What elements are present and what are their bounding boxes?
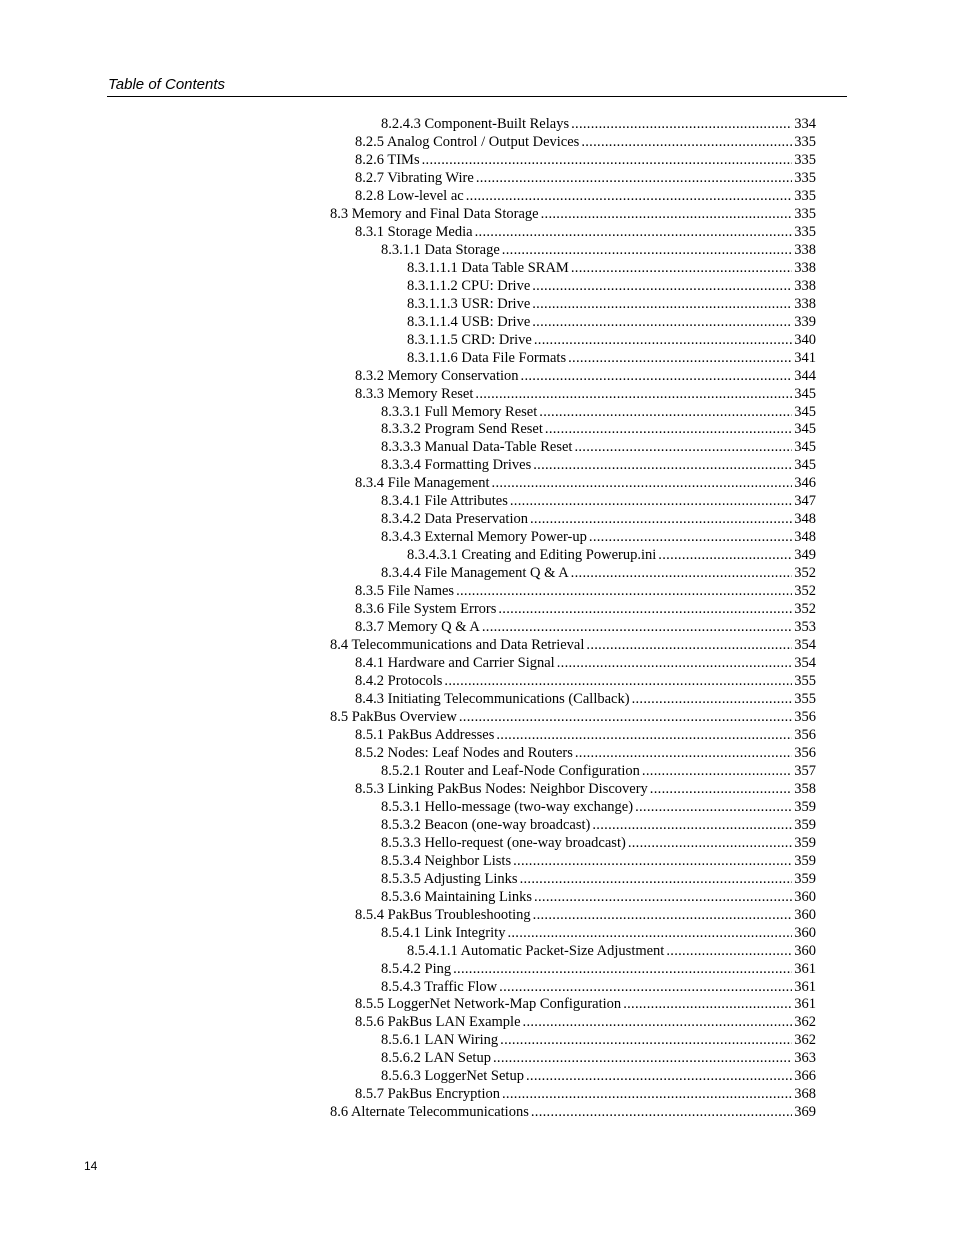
toc-entry[interactable] (330, 889, 816, 907)
toc-entry[interactable] (330, 709, 816, 727)
toc-entry-title: 8.3.2 Memory Conservation (355, 367, 519, 384)
toc-dot-leader (466, 188, 793, 206)
toc-entry[interactable] (330, 529, 816, 547)
toc-entry-title: 8.3.3.3 Manual Data-Table Reset (381, 439, 573, 456)
toc-entry[interactable] (330, 439, 816, 457)
toc-entry-title: 8.3 Memory and Final Data Storage (330, 205, 539, 222)
toc-entry[interactable] (330, 1050, 816, 1068)
toc-entry-title: 8.5.5 LoggerNet Network-Map Configuration (355, 996, 622, 1013)
toc-entry-title: 8.3.1.1.3 USR: Drive (407, 295, 531, 312)
toc-entry-title: 8.3.6 File System Errors (355, 601, 497, 618)
toc-entry-page: 360 (794, 888, 816, 905)
toc-entry-title: 8.4.3 Initiating Telecommunications (Callback) (355, 691, 630, 707)
toc-dot-leader (623, 996, 792, 1014)
toc-dot-leader (650, 781, 792, 799)
toc-entry-title: 8.4.1 Hardware and Carrier Signal (355, 655, 555, 672)
toc-entry[interactable] (330, 242, 816, 260)
toc-entry[interactable] (330, 1104, 816, 1122)
toc-entry-title: 8.3.4.3 External Memory Power-up (381, 529, 587, 546)
toc-entry-page: 356 (794, 744, 816, 761)
toc-dot-leader (571, 565, 793, 583)
toc-entry[interactable] (330, 404, 816, 422)
toc-dot-leader (628, 835, 792, 853)
toc-entry-title: 8.3.1.1 Data Storage (381, 241, 500, 258)
toc-entry-page: 338 (794, 277, 816, 294)
toc-entry-page: 355 (794, 673, 816, 690)
toc-entry-page: 334 (794, 116, 816, 132)
toc-dot-leader (523, 1014, 793, 1032)
toc-entry[interactable] (330, 134, 816, 152)
toc-entry-page: 345 (794, 421, 816, 438)
toc-entry-title: 8.5.3.1 Hello-message (two-way exchange) (381, 798, 634, 815)
toc-dot-leader (592, 817, 792, 835)
toc-entry[interactable] (330, 278, 816, 296)
toc-entry-title: 8.3.1.1.5 CRD: Drive (407, 331, 532, 348)
toc-dot-leader (476, 170, 792, 188)
toc-entry-title: 8.5 PakBus Overview (330, 708, 457, 725)
toc-dot-leader (581, 134, 792, 152)
toc-entry-title: 8.5.3.6 Maintaining Links (381, 888, 533, 905)
toc-entry-title: 8.3.1.1.2 CPU: Drive (407, 277, 531, 294)
toc-entry-page: 354 (794, 637, 816, 654)
toc-dot-leader (557, 655, 793, 673)
toc-entry[interactable] (330, 314, 816, 332)
toc-entry[interactable] (330, 601, 816, 619)
toc-entry-page: 349 (794, 547, 816, 564)
toc-entry-title: 8.3.7 Memory Q & A (355, 619, 480, 636)
toc-dot-leader (502, 242, 792, 260)
toc-dot-leader (541, 206, 793, 224)
toc-entry-title: 8.5.6.1 LAN Wiring (381, 1032, 499, 1049)
toc-entry-title: 8.3.3.2 Program Send Reset (381, 421, 543, 438)
toc-entry[interactable] (330, 1086, 816, 1104)
toc-entry[interactable] (330, 565, 816, 583)
toc-entry-page: 338 (794, 241, 816, 258)
toc-entry-title: 8.6 Alternate Telecommunications (330, 1104, 529, 1121)
toc-dot-leader (493, 1050, 792, 1068)
toc-entry[interactable] (330, 493, 816, 511)
toc-entry[interactable] (330, 206, 816, 224)
toc-dot-leader (492, 475, 793, 493)
toc-entry-page: 360 (794, 924, 816, 941)
toc-entry[interactable] (330, 763, 816, 781)
toc-entry-title: 8.4.2 Protocols (355, 673, 443, 690)
toc-entry-page: 335 (794, 133, 816, 150)
toc-entry[interactable] (330, 745, 816, 763)
toc-entry-title: 8.5.4 PakBus Troubleshooting (355, 906, 531, 923)
toc-dot-leader (510, 493, 792, 511)
toc-entry-title: 8.5.7 PakBus Encryption (355, 1086, 500, 1103)
toc-dot-leader (532, 296, 792, 314)
toc-entry[interactable] (330, 781, 816, 799)
toc-entry-page: 360 (794, 906, 816, 923)
toc-dot-leader (475, 386, 792, 404)
toc-entry-page: 339 (794, 313, 816, 330)
toc-entry[interactable] (330, 691, 816, 709)
toc-entry[interactable] (330, 224, 816, 242)
toc-dot-leader (658, 547, 792, 565)
toc-entry[interactable] (330, 943, 816, 961)
toc-entry-page: 347 (794, 493, 816, 510)
toc-dot-leader (635, 799, 792, 817)
toc-entry-title: 8.3.3.1 Full Memory Reset (381, 403, 538, 420)
toc-entry-title: 8.4 Telecommunications and Data Retrieval (330, 637, 585, 654)
toc-entry-page: 338 (794, 295, 816, 312)
toc-entry-title: 8.5.2.1 Router and Leaf-Node Configuration (381, 762, 640, 779)
toc-dot-leader (632, 691, 793, 709)
toc-entry[interactable] (330, 907, 816, 925)
toc-entry[interactable] (330, 979, 816, 997)
toc-entry[interactable] (330, 170, 816, 188)
toc-dot-leader (545, 421, 792, 439)
table-of-contents (330, 116, 816, 1122)
toc-dot-leader (526, 1068, 792, 1086)
toc-dot-leader (586, 637, 792, 655)
toc-dot-leader (532, 278, 792, 296)
toc-dot-leader (532, 314, 792, 332)
toc-entry-title: 8.5.3.4 Neighbor Lists (381, 852, 512, 869)
toc-dot-leader (502, 1086, 792, 1104)
toc-entry-page: 354 (794, 655, 816, 672)
toc-entry-page: 352 (794, 583, 816, 600)
toc-dot-leader (507, 925, 792, 943)
toc-entry-title: 8.3.5 File Names (355, 583, 455, 600)
toc-entry[interactable] (330, 332, 816, 350)
toc-entry-title: 8.2.7 Vibrating Wire (355, 169, 474, 186)
toc-entry-page: 359 (794, 816, 816, 833)
toc-dot-leader (520, 871, 793, 889)
toc-dot-leader (574, 439, 792, 457)
toc-entry[interactable] (330, 350, 816, 368)
toc-dot-leader (533, 457, 792, 475)
toc-entry[interactable] (330, 961, 816, 979)
toc-entry-title: 8.5.4.1 Link Integrity (381, 924, 506, 941)
toc-dot-leader (642, 763, 792, 781)
toc-entry-page: 363 (794, 1050, 816, 1067)
toc-entry-title: 8.3.4.2 Data Preservation (381, 511, 528, 528)
toc-dot-leader (530, 511, 792, 529)
toc-dot-leader (496, 727, 792, 745)
toc-entry-title: 8.5.6.3 LoggerNet Setup (381, 1068, 524, 1085)
toc-dot-leader (498, 601, 792, 619)
toc-entry-title: 8.5.4.1.1 Automatic Packet-Size Adjustment (407, 942, 665, 959)
toc-entry-page: 341 (794, 349, 816, 366)
toc-dot-leader (571, 260, 792, 278)
toc-entry-title: 8.3.4.3.1 Creating and Editing Powerup.ini (407, 547, 657, 564)
toc-entry-title: 8.2.4.3 Component-Built Relays (381, 116, 570, 132)
toc-dot-leader (568, 350, 792, 368)
toc-entry-title: 8.3.1.1.6 Data File Formats (407, 349, 567, 366)
toc-entry-page: 335 (794, 169, 816, 186)
toc-entry-page: 369 (794, 1104, 816, 1121)
toc-dot-leader (500, 1032, 792, 1050)
toc-entry[interactable] (330, 1068, 816, 1086)
toc-entry-title: 8.5.3.5 Adjusting Links (381, 870, 518, 887)
toc-entry-page: 362 (794, 1032, 816, 1049)
toc-entry-title: 8.5.6.2 LAN Setup (381, 1050, 491, 1067)
toc-entry-page: 335 (794, 151, 816, 168)
toc-entry-page: 345 (794, 439, 816, 456)
toc-entry-page: 340 (794, 331, 816, 348)
toc-dot-leader (444, 673, 792, 691)
toc-entry-page: 360 (794, 942, 816, 959)
toc-entry[interactable] (330, 475, 816, 493)
toc-entry-page: 335 (794, 187, 816, 204)
toc-entry-title: 8.5.4.2 Ping (381, 960, 452, 977)
toc-entry-page: 361 (794, 978, 816, 995)
toc-entry-title: 8.3.4.4 File Management Q & A (381, 565, 569, 582)
toc-entry-title: 8.3.1 Storage Media (355, 223, 473, 240)
toc-entry-title: 8.3.1.1.4 USB: Drive (407, 313, 531, 330)
toc-entry-title: 8.3.1.1.1 Data Table SRAM (407, 259, 569, 276)
toc-dot-leader (534, 889, 792, 907)
toc-entry-page: 366 (794, 1068, 816, 1085)
toc-entry-title: 8.5.4.3 Traffic Flow (381, 978, 498, 995)
toc-entry-title: 8.2.6 TIMs (355, 151, 420, 168)
toc-entry-title: 8.5.6 PakBus LAN Example (355, 1014, 521, 1031)
toc-entry[interactable] (330, 727, 816, 745)
toc-entry[interactable] (330, 1032, 816, 1050)
toc-entry-page: 338 (794, 259, 816, 276)
toc-entry-page: 361 (794, 996, 816, 1013)
toc-entry-page: 345 (794, 385, 816, 402)
toc-entry-page: 345 (794, 457, 816, 474)
toc-entry-page: 359 (794, 834, 816, 851)
toc-entry-page: 356 (794, 708, 816, 725)
toc-entry[interactable] (330, 583, 816, 601)
toc-entry[interactable] (330, 511, 816, 529)
toc-entry-page: 355 (794, 691, 816, 707)
toc-entry[interactable] (330, 296, 816, 314)
toc-entry[interactable] (330, 655, 816, 673)
toc-entry[interactable] (330, 799, 816, 817)
toc-dot-leader (521, 368, 793, 386)
toc-entry-page: 356 (794, 726, 816, 743)
toc-entry[interactable] (330, 637, 816, 655)
toc-entry-page: 335 (794, 205, 816, 222)
toc-entry[interactable] (330, 619, 816, 637)
toc-entry-page: 368 (794, 1086, 816, 1103)
toc-entry-title: 8.5.3 Linking PakBus Nodes: Neighbor Discovery (355, 780, 648, 797)
toc-dot-leader (459, 709, 792, 727)
toc-dot-leader (539, 404, 792, 422)
toc-entry[interactable] (330, 368, 816, 386)
toc-entry[interactable] (330, 386, 816, 404)
toc-entry-page: 345 (794, 403, 816, 420)
toc-dot-leader (513, 853, 792, 871)
toc-entry-page: 353 (794, 619, 816, 636)
toc-dot-leader (533, 907, 793, 925)
toc-entry[interactable] (330, 871, 816, 889)
toc-entry-page: 359 (794, 798, 816, 815)
toc-entry-title: 8.3.3.4 Formatting Drives (381, 457, 532, 474)
toc-entry[interactable] (330, 421, 816, 439)
toc-dot-leader (422, 152, 793, 170)
toc-dot-leader (531, 1104, 792, 1122)
toc-entry-title: 8.2.8 Low-level ac (355, 187, 464, 204)
toc-entry-title: 8.5.3.2 Beacon (one-way broadcast) (381, 816, 591, 833)
toc-entry[interactable] (330, 853, 816, 871)
toc-entry-page: 344 (794, 367, 816, 384)
toc-entry[interactable] (330, 260, 816, 278)
toc-entry-page: 348 (794, 529, 816, 546)
toc-entry-title: 8.5.2 Nodes: Leaf Nodes and Routers (355, 744, 573, 761)
toc-entry[interactable] (330, 996, 816, 1014)
toc-entry-title: 8.5.1 PakBus Addresses (355, 726, 495, 743)
toc-dot-leader (571, 116, 792, 134)
toc-entry-page: 346 (794, 475, 816, 492)
toc-entry-title: 8.3.3 Memory Reset (355, 385, 474, 402)
page-number: 14 (84, 1159, 98, 1173)
toc-entry-title: 8.3.4.1 File Attributes (381, 493, 508, 510)
toc-entry-page: 352 (794, 565, 816, 582)
toc-entry[interactable] (330, 925, 816, 943)
toc-entry-page: 348 (794, 511, 816, 528)
toc-entry-title: 8.5.3.3 Hello-request (one-way broadcast) (381, 834, 626, 851)
toc-dot-leader (575, 745, 792, 763)
toc-entry-page: 335 (794, 223, 816, 240)
toc-entry-page: 358 (794, 780, 816, 797)
toc-dot-leader (482, 619, 792, 637)
toc-dot-leader (534, 332, 792, 350)
toc-entry[interactable] (330, 152, 816, 170)
toc-entry-title: 8.3.4 File Management (355, 475, 490, 492)
toc-entry[interactable] (330, 457, 816, 475)
toc-entry-page: 352 (794, 601, 816, 618)
toc-entry-page: 359 (794, 852, 816, 869)
toc-dot-leader (666, 943, 792, 961)
toc-entry-page: 359 (794, 870, 816, 887)
toc-dot-leader (475, 224, 793, 242)
toc-entry[interactable] (330, 835, 816, 853)
running-header-title: Table of Contents (108, 76, 226, 93)
toc-dot-leader (456, 583, 792, 601)
toc-entry[interactable] (330, 817, 816, 835)
toc-dot-leader (453, 961, 792, 979)
toc-entry-page: 361 (794, 960, 816, 977)
toc-dot-leader (499, 979, 792, 997)
header-divider (107, 96, 847, 97)
toc-entry-page: 362 (794, 1014, 816, 1031)
toc-entry[interactable] (330, 116, 816, 134)
toc-entry-page: 357 (794, 762, 816, 779)
toc-dot-leader (589, 529, 792, 547)
toc-entry[interactable] (330, 188, 816, 206)
toc-entry-title: 8.2.5 Analog Control / Output Devices (355, 133, 580, 150)
toc-entry[interactable] (330, 673, 816, 691)
toc-entry[interactable] (330, 547, 816, 565)
toc-entry[interactable] (330, 1014, 816, 1032)
